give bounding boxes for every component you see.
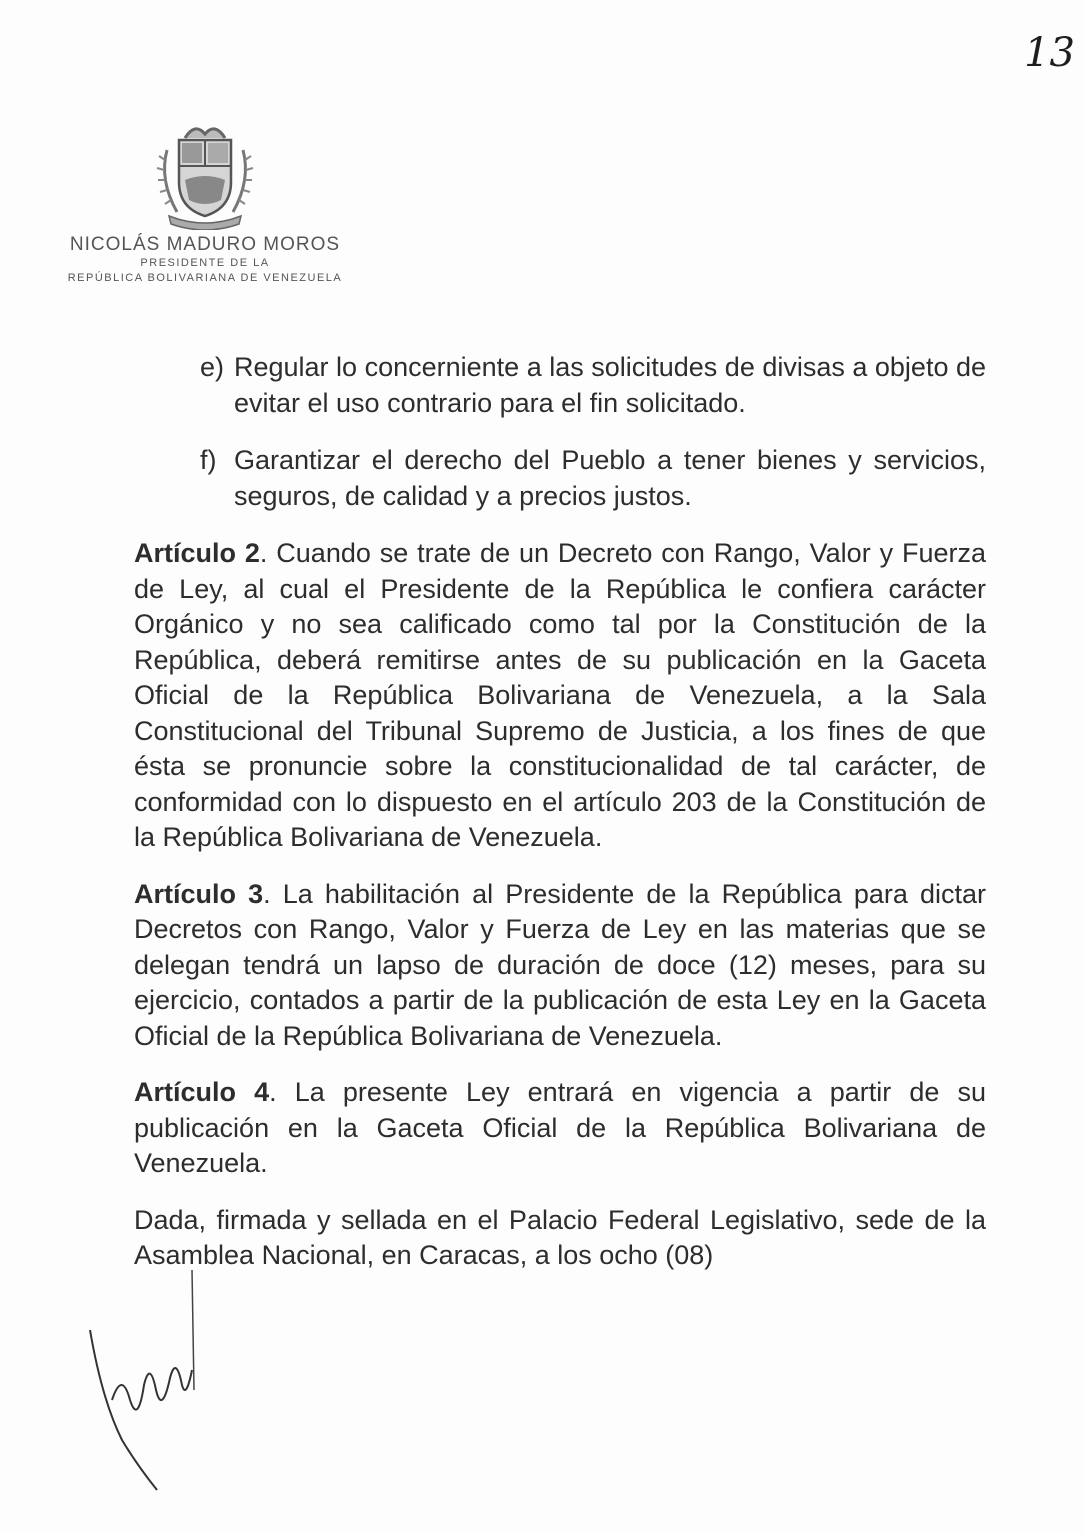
- article-4: [134, 1075, 986, 1182]
- list-item-letter: f): [200, 445, 217, 475]
- list-item: [200, 443, 986, 514]
- document-body: [134, 350, 986, 1295]
- letterhead-title-line1: PRESIDENTE DE LA: [140, 257, 270, 269]
- article-2: [134, 536, 986, 856]
- list-item-letter: e): [200, 352, 225, 382]
- letterhead: [40, 120, 370, 286]
- list-item: [200, 350, 986, 421]
- article-text: . La presente Ley entrará en vigencia a partir de su publicación en la Gaceta Oficial de la República Bolivariana de Venezuela.: [134, 1077, 986, 1178]
- article-heading: Artículo 3: [134, 878, 264, 909]
- article-3: [134, 877, 986, 1055]
- page-number: 13: [1024, 30, 1075, 76]
- article-text: . Cuando se trate de un Decreto con Rango, Valor y Fuerza de Ley, al cual el Presidente de la República le confiera carácter Orgánico y no sea calificado como tal por la Constitución de la República, deberá remitirse antes de su publicación en la Gaceta Oficial de la República Bolivariana de Venezuela, a la Sala Constitucional del Tribunal Supremo de Justicia, a los fines de que ésta se pronuncie sobre la constitucionalidad de tal carácter, de conformidad con lo dispuesto en el artículo 203 de la Constitución de la República Bolivariana de Venezuela.: [134, 538, 986, 852]
- letterhead-name: NICOLÁS MADURO MOROS: [69, 234, 341, 255]
- article-heading: Artículo 2: [134, 538, 260, 568]
- article-heading: Artículo 4: [134, 1077, 270, 1107]
- handwritten-signature-icon: [82, 1250, 212, 1500]
- venezuela-coat-of-arms-icon: [155, 120, 255, 230]
- closing-paragraph: Dada, firmada y sellada en el Palacio Federal Legislativo, sede de la Asamblea Nacional, en Caracas, a los ocho (08): [134, 1204, 986, 1270]
- list-item-text: Regular lo concerniente a las solicitudes de divisas a objeto de evitar el uso contrario para el fin solicitado.: [234, 352, 986, 418]
- letterhead-title-line2: REPÚBLICA BOLIVARIANA DE VENEZUELA: [67, 272, 343, 284]
- list-item-text: Garantizar el derecho del Pueblo a tener bienes y servicios, seguros, de calidad y a precios justos.: [234, 445, 986, 511]
- article-text: . La habilitación al Presidente de la República para dictar Decretos con Rango, Valor y Fuerza de Ley en las materias que se delegan tendrá un lapso de duración de doce (12) meses, para su ejercicio, contados a partir de la publicación de esta Ley en la Gaceta Oficial de la República Bolivariana de Venezuela.: [134, 878, 986, 1051]
